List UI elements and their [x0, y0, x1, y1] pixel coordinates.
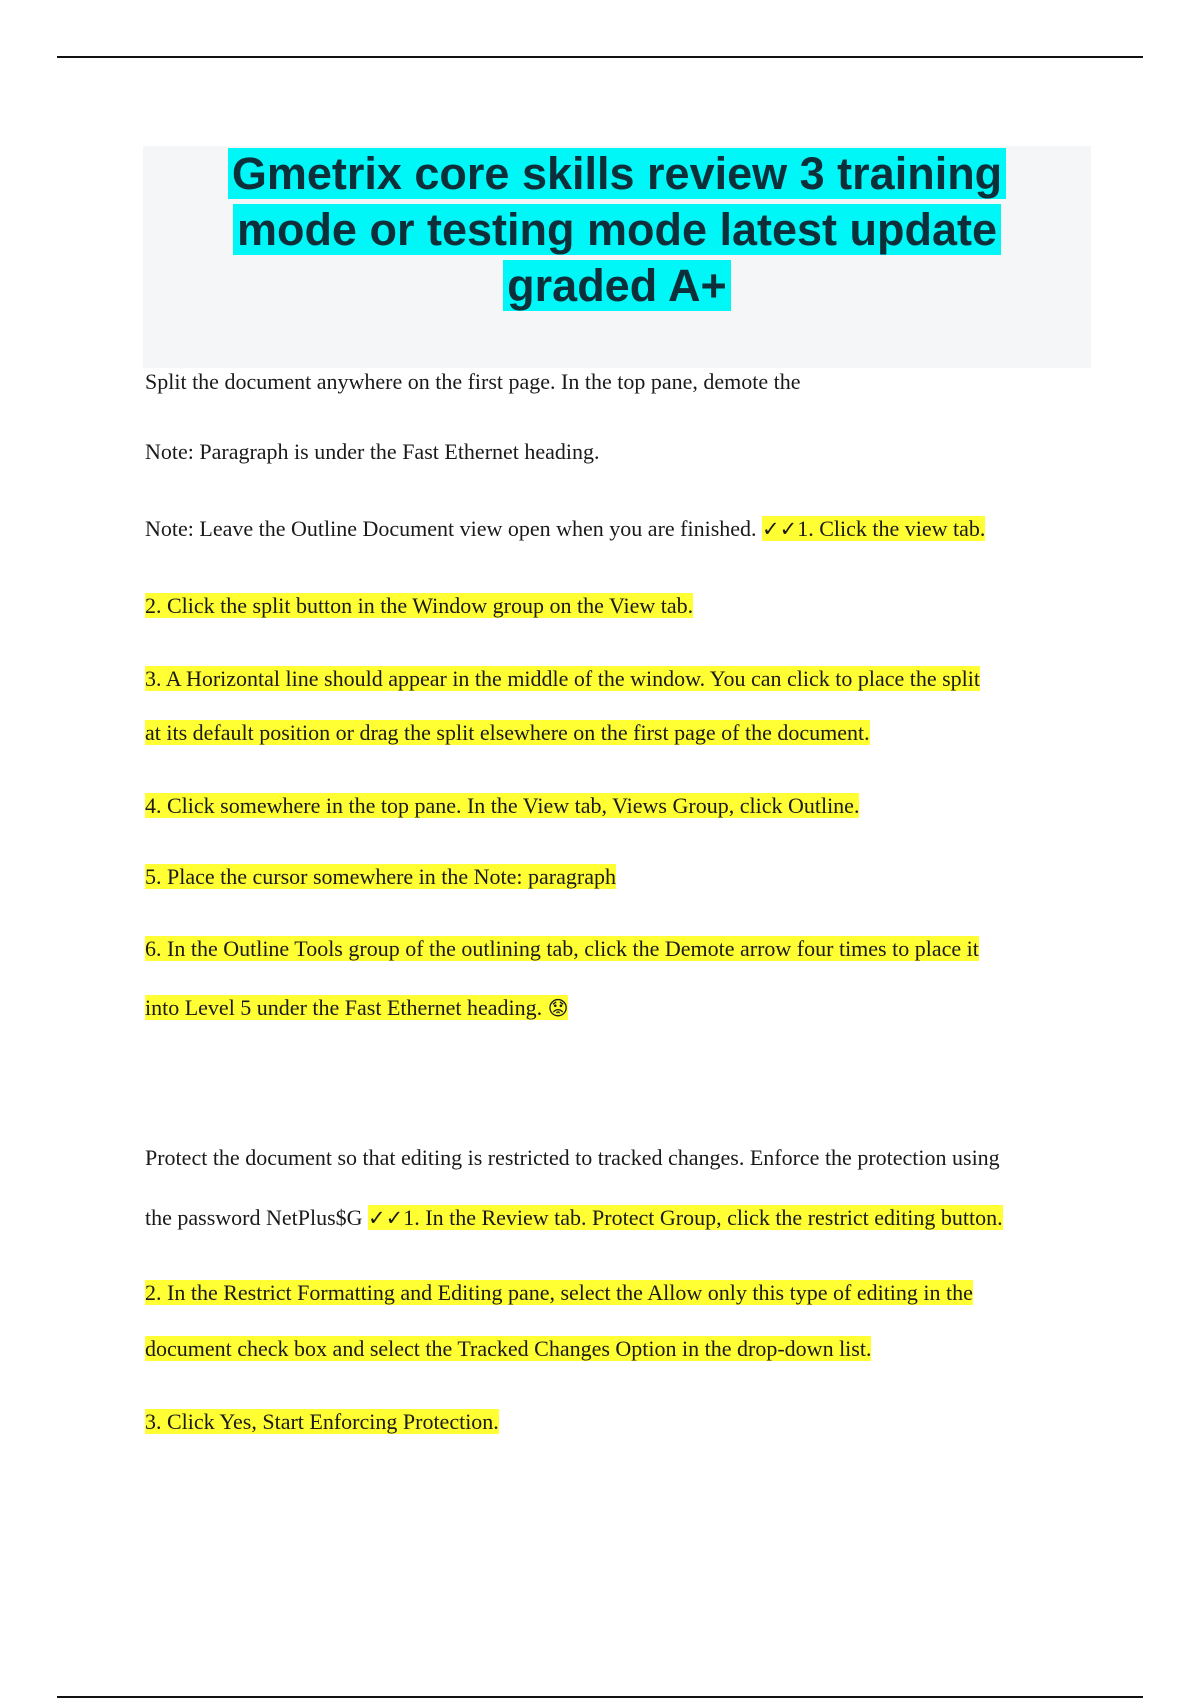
task-1-step-6-line-2: into Level 5 under the Fast Ethernet heading. — [145, 995, 543, 1020]
task-2-step-3: 3. Click Yes, Start Enforcing Protection. — [145, 1409, 499, 1434]
task-1-step-6-row-b — [145, 993, 568, 1023]
task-2-text-line-1: Protect the document so that editing is restricted to tracked changes. Enforce the protection using — [145, 1145, 1000, 1170]
task-1-step-5: 5. Place the cursor somewhere in the Note: paragraph — [145, 864, 616, 889]
task-2-step-1: 1. In the Review tab. Protect Group, click the restrict editing button. — [403, 1205, 1003, 1230]
task-2-step-1-highlight — [368, 1205, 1003, 1230]
task-1-step-3-line-2: at its default position or drag the split elsewhere on the first page of the document. — [145, 720, 870, 745]
task-1-step-3-row-a — [145, 664, 980, 694]
task-2-text-line-2: the password NetPlus$G — [145, 1205, 363, 1230]
task-1-step-2: 2. Click the split button in the Window group on the View tab. — [145, 593, 694, 618]
task-1-step-4: 4. Click somewhere in the top pane. In the View tab, Views Group, click Outline. — [145, 793, 860, 818]
task-1-step-6-row-a — [145, 934, 979, 964]
top-rule — [57, 56, 1143, 58]
task-1-step-5-row — [145, 862, 616, 892]
title-line-1: Gmetrix core skills review 3 training — [228, 148, 1006, 199]
double-check-icon: ✓✓ — [368, 1206, 404, 1230]
task-1-step-4-row — [145, 791, 859, 821]
worried-face-icon: 😟 — [547, 996, 569, 1020]
task-1-note-2: Note: Leave the Outline Document view open when you are finished. — [145, 516, 757, 541]
task-2-step-2-line-1: 2. In the Restrict Formatting and Editing pane, select the Allow only this type of editing in the — [145, 1280, 973, 1305]
task-1-step-1-highlight — [762, 516, 985, 541]
task-2-step-2-line-2: document check box and select the Tracked Changes Option in the drop-down list. — [145, 1336, 872, 1361]
task-2-text-row-2 — [145, 1203, 1003, 1233]
task-1-step-6-line-1: 6. In the Outline Tools group of the outlining tab, click the Demote arrow four times to place it — [145, 936, 979, 961]
task-1-note-2-row — [145, 514, 985, 544]
task-2-step-2-row-b — [145, 1334, 871, 1364]
task-1-note-1: Note: Paragraph is under the Fast Ethernet heading. — [145, 439, 600, 464]
task-1-step-3-line-1: 3. A Horizontal line should appear in the middle of the window. You can click to place the split — [145, 666, 981, 691]
task-2-step-2-row-a — [145, 1278, 973, 1308]
task-2-step-3-row — [145, 1407, 499, 1437]
title-line-3: graded A+ — [503, 260, 731, 311]
double-check-icon: ✓✓ — [762, 517, 798, 541]
bottom-rule — [57, 1696, 1143, 1698]
task-1-step-2-row — [145, 591, 693, 621]
task-1-step-3-row-b — [145, 718, 870, 748]
title-line-2: mode or testing mode latest update — [233, 204, 1001, 255]
task-1-step-6-highlight — [145, 995, 568, 1020]
task-1-text: Split the document anywhere on the first page. In the top pane, demote the — [145, 369, 801, 394]
document-title — [143, 146, 1091, 314]
task-1-step-1: 1. Click the view tab. — [797, 516, 986, 541]
